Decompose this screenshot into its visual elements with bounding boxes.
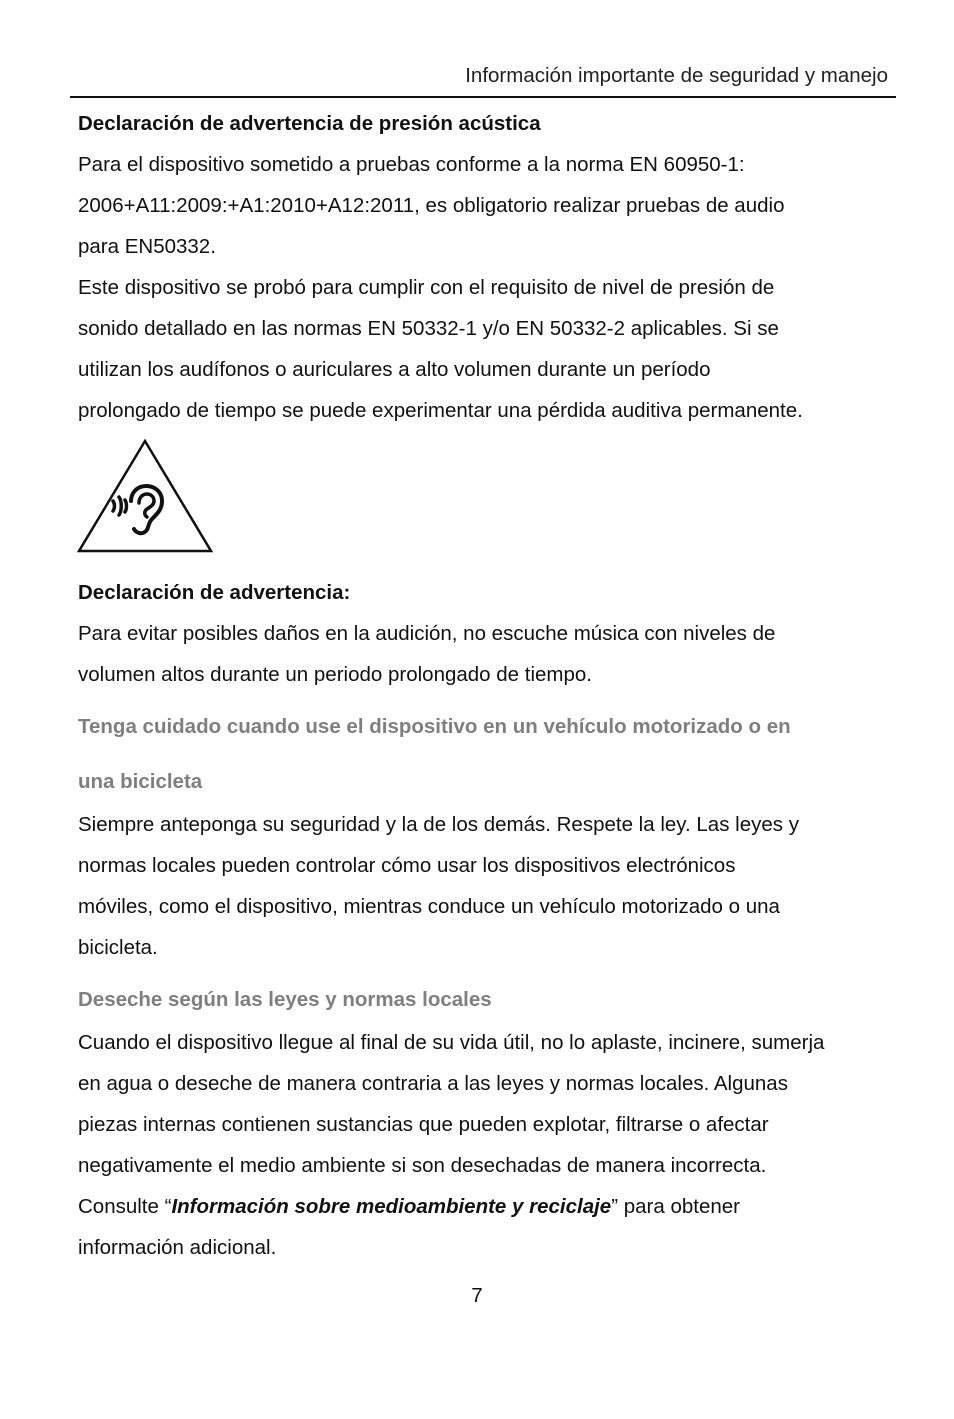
- paragraph-line: prolongado de tiempo se puede experimentar una pérdida auditiva permanente.: [78, 399, 803, 422]
- paragraph-line-reference: [78, 1194, 740, 1220]
- header-divider: [70, 96, 896, 98]
- paragraph-line: normas locales pueden controlar cómo usar los dispositivos electrónicos: [78, 854, 736, 877]
- reference-title: Información sobre medioambiente y reciclaje: [171, 1195, 612, 1218]
- section-heading-disposal: Deseche según las leyes y normas locales: [78, 988, 492, 1011]
- paragraph-line: para EN50332.: [78, 235, 216, 258]
- paragraph-line: Cuando el dispositivo llegue al final de su vida útil, no lo aplaste, incinere, sumerja: [78, 1031, 825, 1054]
- paragraph-line: Para evitar posibles daños en la audición, no escuche música con niveles de: [78, 622, 776, 645]
- paragraph-line: utilizan los audífonos o auriculares a alto volumen durante un período: [78, 358, 711, 381]
- section-heading-sound-pressure: Declaración de advertencia de presión acústica: [78, 112, 541, 135]
- paragraph-line: en agua o deseche de manera contraria a las leyes y normas locales. Algunas: [78, 1072, 788, 1095]
- paragraph-line: información adicional.: [78, 1236, 277, 1259]
- paragraph-line: volumen altos durante un periodo prolongado de tiempo.: [78, 663, 592, 686]
- paragraph-line: móviles, como el dispositivo, mientras conduce un vehículo motorizado o una: [78, 895, 780, 918]
- paragraph-line: Para el dispositivo sometido a pruebas conforme a la norma EN 60950-1:: [78, 153, 745, 176]
- section-heading-vehicle-cont: una bicicleta: [78, 770, 203, 793]
- reference-prefix: Consulte “: [78, 1195, 172, 1218]
- paragraph-line: piezas internas contienen sustancias que pueden explotar, filtrarse o afectar: [78, 1113, 769, 1136]
- section-heading-warning: Declaración de advertencia:: [78, 581, 351, 604]
- paragraph-line: 2006+A11:2009:+A1:2010+A12:2011, es obligatorio realizar pruebas de audio: [78, 194, 785, 217]
- section-heading-vehicle: Tenga cuidado cuando use el dispositivo en un vehículo motorizado o en: [78, 715, 791, 738]
- running-header: Información importante de seguridad y manejo: [465, 64, 888, 87]
- paragraph-line: Este dispositivo se probó para cumplir con el requisito de nivel de presión de: [78, 276, 775, 299]
- paragraph-line: negativamente el medio ambiente si son desechadas de manera incorrecta.: [78, 1154, 767, 1177]
- page-number: 7: [471, 1284, 483, 1307]
- hearing-warning-icon: [76, 437, 214, 554]
- paragraph-line: sonido detallado en las normas EN 50332-1 y/o EN 50332-2 aplicables. Si se: [78, 317, 779, 340]
- paragraph-line: bicicleta.: [78, 936, 158, 959]
- reference-suffix: ” para obtener: [611, 1195, 740, 1218]
- paragraph-line: Siempre anteponga su seguridad y la de los demás. Respete la ley. Las leyes y: [78, 813, 799, 836]
